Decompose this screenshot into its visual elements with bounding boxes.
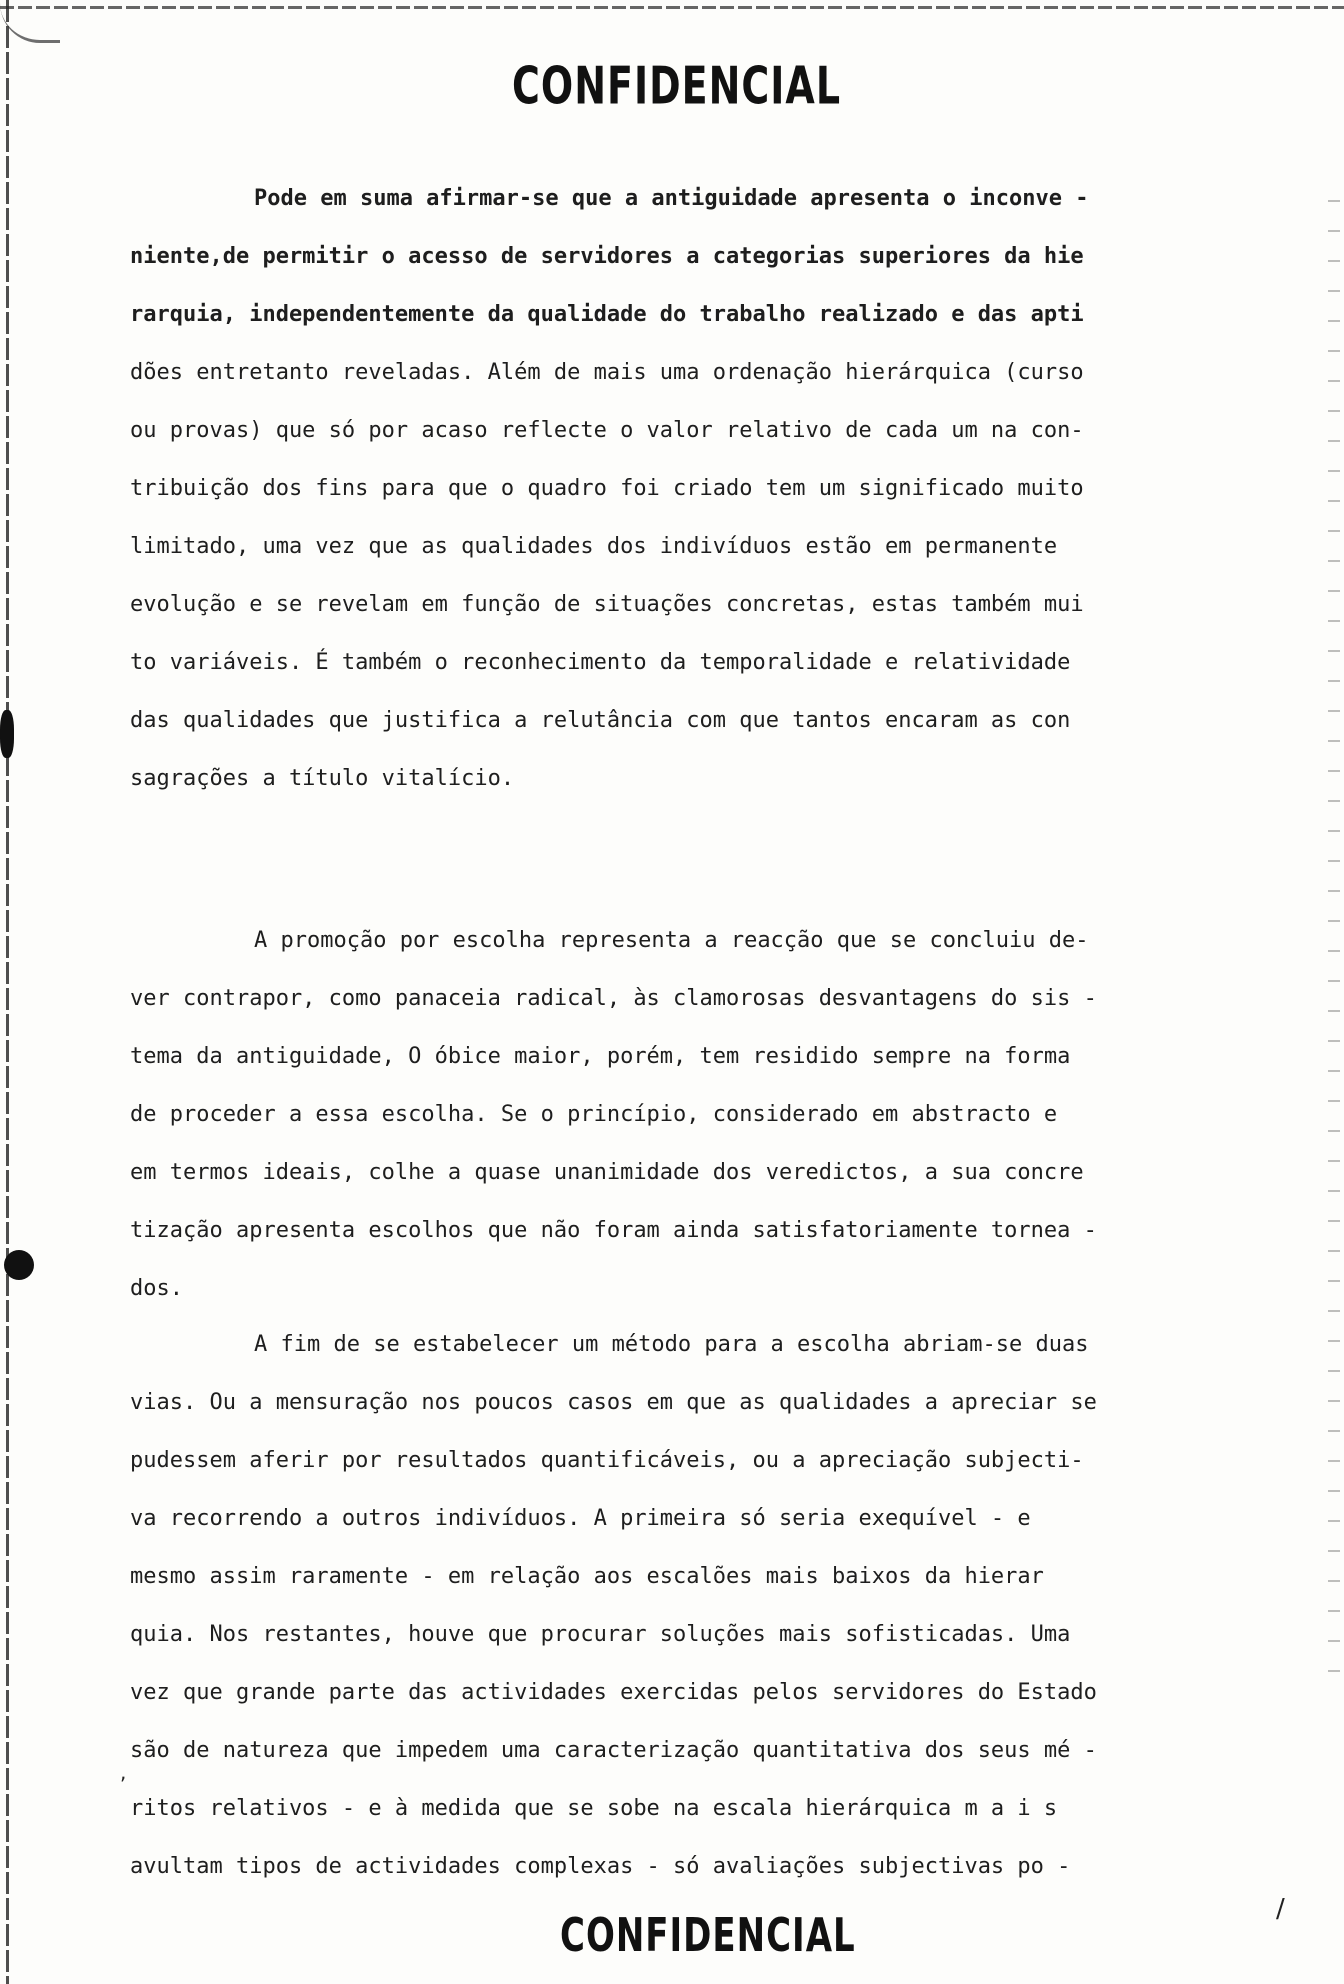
text-line: sagrações a título vitalício. (130, 766, 515, 791)
text-line: evolução e se revelam em função de situações concretas, estas também mui (130, 592, 1084, 617)
text-line: to variáveis. É também o reconhecimento da temporalidade e relatividade (130, 650, 1071, 675)
scan-corner-mark (0, 0, 60, 43)
text-line: tização apresenta escolhos que não foram ainda satisfatoriamente tornea - (130, 1218, 1097, 1243)
text-line: vez que grande parte das actividades exercidas pelos servidores do Estado (130, 1680, 1097, 1705)
text-line: vias. Ou a mensuração nos poucos casos em que as qualidades a apreciar se (130, 1390, 1097, 1415)
paragraph-2 (130, 912, 1280, 1318)
scan-right-edge-noise (1328, 200, 1340, 1700)
text-line: dões entretanto reveladas. Além de mais uma ordenação hierárquica (curso (130, 360, 1084, 385)
text-line: niente,de permitir o acesso de servidores a categorias superiores da hie (130, 244, 1084, 269)
text-line: Pode em suma afirmar-se que a antiguidade apresenta o inconve - (254, 186, 1089, 211)
text-line: são de natureza que impedem uma caracterização quantitativa dos seus mé - (130, 1738, 1097, 1763)
scan-top-edge (0, 6, 1344, 9)
text-line: ou provas) que só por acaso reflecte o valor relativo de cada um na con- (130, 418, 1084, 443)
text-line: em termos ideais, colhe a quase unanimidade dos veredictos, a sua concre (130, 1160, 1084, 1185)
margin-pen-mark: / (1276, 1894, 1285, 1924)
text-line: rarquia, independentemente da qualidade do trabalho realizado e das apti (130, 302, 1084, 327)
ink-blot (4, 1250, 34, 1280)
text-line: avultam tipos de actividades complexas - só avaliações subjectivas po - (130, 1854, 1071, 1879)
text-line: das qualidades que justifica a relutância com que tantos encaram as con (130, 708, 1071, 733)
text-line: pudessem aferir por resultados quantificáveis, ou a apreciação subjecti- (130, 1448, 1084, 1473)
text-line: de proceder a essa escolha. Se o princípio, considerado em abstracto e (130, 1102, 1058, 1127)
scan-left-edge (6, 0, 9, 1984)
text-line: A fim de se estabelecer um método para a escolha abriam-se duas (254, 1332, 1089, 1357)
text-line: ritos relativos - e à medida que se sobe na escala hierárquica m a i s (130, 1796, 1058, 1821)
paragraph-3 (130, 1316, 1280, 1896)
text-line: tema da antiguidade, O óbice maior, porém, tem residido sempre na forma (130, 1044, 1071, 1069)
margin-pen-mark: , (120, 1760, 127, 1784)
text-line: dos. (130, 1276, 183, 1301)
punch-hole-mark (0, 710, 14, 758)
text-line: A promoção por escolha representa a reacção que se concluiu de- (254, 928, 1089, 953)
text-line: ver contrapor, como panaceia radical, às clamorosas desvantagens do sis - (130, 986, 1097, 1011)
text-line: mesmo assim raramente - em relação aos escalões mais baixos da hierar (130, 1564, 1044, 1589)
text-line: tribuição dos fins para que o quadro foi criado tem um significado muito (130, 476, 1084, 501)
confidential-stamp-top: CONFIDENCIAL (512, 56, 842, 116)
confidential-stamp-bottom: CONFIDENCIAL (560, 1909, 856, 1963)
text-line: limitado, uma vez que as qualidades dos indivíduos estão em permanente (130, 534, 1058, 559)
paragraph-1 (130, 170, 1280, 808)
text-line: va recorrendo a outros indivíduos. A primeira só seria exequível - e (130, 1506, 1031, 1531)
text-line: quia. Nos restantes, houve que procurar soluções mais sofisticadas. Uma (130, 1622, 1071, 1647)
